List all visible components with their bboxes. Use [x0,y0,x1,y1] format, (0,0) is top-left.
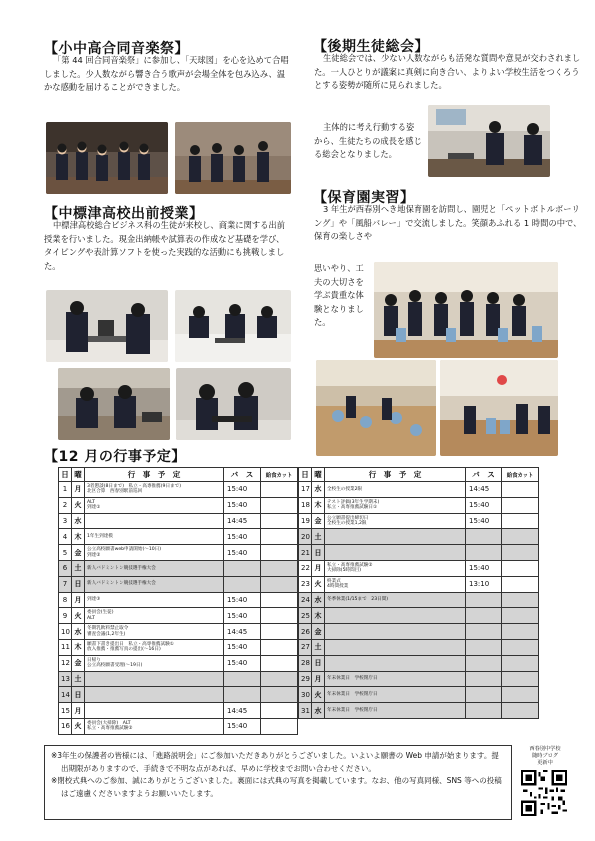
schedule-day: 19 [299,513,312,529]
schedule-lunch-cut [502,545,539,561]
schedule-events: 新人バドミントン競技選手権大会 [85,560,224,576]
qr-code-icon [521,770,567,816]
schedule-weekday: 木 [312,497,325,513]
schedule-lunch-cut [261,545,298,561]
schedule-row [59,529,298,545]
schedule-lunch-cut [261,576,298,592]
schedule-row [299,671,539,687]
header-weekday: 曜 [72,468,85,482]
qr-caption-line-2: 随時ブログ [532,753,558,759]
schedule-events: 年末休業日 学校閉庁日 [325,671,466,687]
schedule-events: 私立・高専推薦試験② 大掃除(5時間目) [325,560,466,576]
schedule-day: 30 [299,687,312,703]
schedule-day: 25 [299,608,312,624]
schedule-weekday: 火 [312,687,325,703]
schedule-bus-time: 14:45 [466,482,502,498]
schedule-bus-time [466,687,502,703]
schedule-weekday: 土 [72,560,85,576]
schedule-day: 17 [299,482,312,498]
schedule-row [59,560,298,576]
lesson-photo-4 [176,368,291,440]
schedule-weekday: 水 [312,482,325,498]
schedule-row [299,560,539,576]
schedule-events: 冬期乳飲料禁止取令 審査会議(1,2年生) [85,624,224,640]
schedule-day: 23 [299,576,312,592]
schedule-row [299,624,539,640]
schedule-day: 1 [59,482,72,498]
lesson-photo-1 [46,290,168,362]
schedule-day: 14 [59,687,72,703]
schedule-row [59,718,298,734]
schedule-bus-time [466,639,502,655]
schedule-lunch-cut [502,703,539,719]
schedule-lunch-cut [502,482,539,498]
schedule-day: 8 [59,592,72,608]
schedule-lunch-cut [502,687,539,703]
schedule-day: 10 [59,624,72,640]
schedule-day: 31 [299,703,312,719]
header-bus: バ ス [224,468,261,482]
lesson-body: 中標津高校総合ビジネス科の生徒が来校し、商業に関する出前授業を行いました。現金出納帳や試算表の作成など基礎を学び、タイピングや表計算ソフトを使った実践的な活動にも挑戦しました。 [44,220,286,271]
schedule-weekday: 火 [312,576,325,592]
schedule-header-row [59,468,298,482]
header-day: 日 [299,468,312,482]
schedule-weekday: 水 [72,624,85,640]
schedule-day: 29 [299,671,312,687]
schedule-row [299,703,539,719]
schedule-day: 6 [59,560,72,576]
schedule-lunch-cut [261,655,298,671]
schedule-events: 公立高校願書web申請開始(〜10日) 到達② [85,545,224,561]
schedule-day: 15 [59,703,72,719]
nursery-photo-play [316,360,436,456]
schedule-bus-time [466,671,502,687]
qr-caption-line-1: 西春別中学校 [529,746,561,752]
schedule-lunch-cut [261,497,298,513]
qr-caption-line-3: 更新中 [537,760,553,766]
concert-photo-right [175,122,291,194]
nursery-body-top: 3 年生が西春別へき地保育園を訪問し、園児と「ペットボトルボーリング」や「風船バレー」で交流しました。笑顔あふれる 1 時間の中で、保育の楽しさや [314,204,582,242]
schedule-row [299,608,539,624]
schedule-weekday: 日 [72,687,85,703]
schedule-day: 27 [299,639,312,655]
schedule-bus-time: 15:40 [224,545,261,561]
schedule-bus-time [466,624,502,640]
header-weekday: 曜 [312,468,325,482]
schedule-lunch-cut [261,608,298,624]
schedule-bus-time [224,671,261,687]
schedule-events [325,624,466,640]
schedule-bus-time [466,545,502,561]
qr-caption [520,746,570,767]
schedule-bus-time: 15:40 [224,529,261,545]
nursery-photo-balloon [440,360,558,456]
schedule-bus-time: 15:40 [466,513,502,529]
schedule-bus-time [224,576,261,592]
schedule-row [59,703,298,719]
schedule-weekday: 火 [72,718,85,734]
council-title: 【後期生徒総会】 [313,39,429,55]
council-body-side: 主体的に考え行動する姿から、生徒たちの成長を感じる総会となりました。 [314,122,422,160]
schedule-lunch-cut [502,608,539,624]
schedule-events: 終業式 4時間授業 [325,576,466,592]
schedule-bus-time: 15:40 [466,560,502,576]
schedule-lunch-cut [261,513,298,529]
schedule-bus-time [466,529,502,545]
schedule-weekday: 月 [72,482,85,498]
schedule-row [299,513,539,529]
schedule-title: 【12 月の行事予定】 [44,449,186,465]
schedule-events: 願書下書き提出日 私立・高専推薦試験① 放入推薦・推薦写真の提出(〜16日) [85,639,224,655]
schedule-weekday: 金 [72,545,85,561]
schedule-day: 28 [299,655,312,671]
schedule-table-right [298,467,539,719]
schedule-lunch-cut [261,639,298,655]
schedule-lunch-cut [261,624,298,640]
schedule-weekday: 金 [312,624,325,640]
schedule-row [299,639,539,655]
schedule-bus-time: 15:40 [224,497,261,513]
nursery-body-side: 思いやり、工夫の大切さを学ぶ貴重な体験となりました。 [314,263,364,328]
schedule-row [299,497,539,513]
schedule-bus-time: 15:40 [224,639,261,655]
schedule-bus-time: 13:10 [466,576,502,592]
schedule-weekday: 金 [312,513,325,529]
schedule-row [59,576,298,592]
concert-body: 「第 44 回合同音楽祭」に参加し、「天球図」を心を込めて合唱しました。少人数ながら響き合う歌声が会場全体を包み込み、温かな感動を届けることができました。 [44,55,289,93]
schedule-day: 22 [299,560,312,576]
schedule-events: 年末休業日 学校閉庁日 [325,687,466,703]
schedule-bus-time: 15:40 [224,718,261,734]
council-body-top: 生徒総会では、少ない人数ながらも活発な質問や意見が交わされました。一人ひとりが議案に真剣に向き合い、よりよい学校生活をつくろうとする姿勢が随所に見られました。 [314,53,581,91]
schedule-bus-time [466,592,502,608]
schedule-weekday: 木 [72,529,85,545]
schedule-events [325,545,466,561]
schedule-row [59,513,298,529]
schedule-lunch-cut [502,624,539,640]
schedule-events: テスト評価(3年生学期末) 私立・高専推薦試験日① [325,497,466,513]
schedule-lunch-cut [502,671,539,687]
schedule-weekday: 金 [72,655,85,671]
schedule-lunch-cut [502,655,539,671]
schedule-row [59,655,298,671]
schedule-events: 冬季休業(1/15まで 23日間) [325,592,466,608]
schedule-events: 委員会(大掃除) ALT 私立・高専推薦試験② [85,718,224,734]
schedule-bus-time [224,687,261,703]
schedule-row [59,545,298,561]
header-day: 日 [59,468,72,482]
schedule-row [299,529,539,545]
schedule-row [299,655,539,671]
schedule-bus-time [224,560,261,576]
schedule-events: 委員会(生徒) ALT [85,608,224,624]
schedule-bus-time: 15:40 [224,592,261,608]
schedule-day: 7 [59,576,72,592]
schedule-events: ALT 到達① [85,497,224,513]
schedule-weekday: 水 [312,592,325,608]
schedule-bus-time: 15:40 [224,608,261,624]
schedule-bus-time: 15:40 [224,655,261,671]
concert-title: 【小中高合同音楽祭】 [44,41,189,57]
schedule-lunch-cut [502,576,539,592]
schedule-events: 年末休業日 学校閉庁日 [325,703,466,719]
schedule-day: 13 [59,671,72,687]
schedule-lunch-cut [502,497,539,513]
schedule-weekday: 日 [312,545,325,561]
schedule-events: 公立願書提出締切日 全校生の授業1,2限 [325,513,466,529]
header-lunch: 給食カット [502,468,539,482]
schedule-row [59,497,298,513]
schedule-events [325,639,466,655]
schedule-row [59,671,298,687]
schedule-lunch-cut [502,592,539,608]
schedule-weekday: 土 [72,671,85,687]
schedule-lunch-cut [261,687,298,703]
schedule-row [299,576,539,592]
schedule-weekday: 月 [312,560,325,576]
schedule-bus-time: 14:45 [224,703,261,719]
schedule-lunch-cut [502,529,539,545]
schedule-weekday: 火 [72,608,85,624]
header-lunch: 給食カット [261,468,298,482]
schedule-weekday: 月 [72,703,85,719]
notice-box [44,745,512,820]
schedule-row [299,482,539,498]
schedule-events: 1年生到達模 [85,529,224,545]
concert-photo-left [46,122,168,194]
schedule-events: 到達③ [85,592,224,608]
schedule-row [59,687,298,703]
schedule-day: 26 [299,624,312,640]
schedule-lunch-cut [502,513,539,529]
schedule-events [325,529,466,545]
schedule-weekday: 日 [312,655,325,671]
schedule-day: 3 [59,513,72,529]
schedule-day: 12 [59,655,72,671]
schedule-day: 5 [59,545,72,561]
schedule-weekday: 月 [72,592,85,608]
schedule-bus-time: 14:45 [224,624,261,640]
schedule-bus-time: 14:45 [224,513,261,529]
schedule-events: 新人バドミントン競技選手権大会 [85,576,224,592]
schedule-weekday: 土 [312,529,325,545]
schedule-day: 11 [59,639,72,655]
schedule-table-left [58,467,298,735]
schedule-row [59,592,298,608]
schedule-weekday: 日 [72,576,85,592]
schedule-lunch-cut [502,639,539,655]
schedule-lunch-cut [261,671,298,687]
schedule-weekday: 火 [72,497,85,513]
schedule-bus-time: 15:40 [224,482,261,498]
schedule-day: 4 [59,529,72,545]
header-bus: バ ス [466,468,502,482]
notice-line-1: ※3年生の保護者の皆様には、「進路説明会」にご参加いただきありがとうございました。いよいよ願書の Web 申請が始まります。提出期限がありますので、手続きで不明な点があれば、早めに学校までお問い合わせください。 [51,751,499,773]
schedule-day: 18 [299,497,312,513]
schedule-lunch-cut [261,529,298,545]
schedule-events: 日帰り 公立高校願書受理(〜19日) [85,655,224,671]
schedule-day: 9 [59,608,72,624]
schedule-weekday: 水 [312,703,325,719]
schedule-row [59,608,298,624]
schedule-lunch-cut [502,560,539,576]
schedule-header-row [299,468,539,482]
schedule-lunch-cut [261,718,298,734]
lesson-photo-3 [58,368,170,440]
schedule-day: 24 [299,592,312,608]
schedule-weekday: 水 [72,513,85,529]
schedule-bus-time [466,703,502,719]
nursery-photo-group [374,262,558,358]
schedule-day: 21 [299,545,312,561]
schedule-day: 20 [299,529,312,545]
schedule-weekday: 木 [72,639,85,655]
schedule-weekday: 土 [312,639,325,655]
schedule-row [59,624,298,640]
schedule-events [85,671,224,687]
schedule-bus-time [466,608,502,624]
schedule-day: 2 [59,497,72,513]
schedule-row [299,545,539,561]
header-events: 行 事 予 定 [85,468,224,482]
notice-line-2: ※閉校式典へのご参加、誠にありがとうございました。裏面には式典の写真を掲載しています。なお、他の写真同様、SNS 等への投稿はご遠慮くださいますようお願いいたします。 [51,776,502,798]
schedule-bus-time: 15:40 [466,497,502,513]
schedule-row [299,687,539,703]
schedule-events [85,513,224,529]
schedule-lunch-cut [261,560,298,576]
schedule-events: 全校生の授業2限 [325,482,466,498]
schedule-row [59,482,298,498]
schedule-events [85,703,224,719]
header-events: 行 事 予 定 [325,468,466,482]
schedule-weekday: 木 [312,608,325,624]
schedule-row [299,592,539,608]
schedule-events: 3者懇談(8日まで) 私立・高専推薦(9日まで) 北区合算 西春別駅前巡回 [85,482,224,498]
schedule-events [85,687,224,703]
lesson-title: 【中標津高校出前授業】 [44,206,204,222]
schedule-weekday: 月 [312,671,325,687]
schedule-lunch-cut [261,703,298,719]
schedule-lunch-cut [261,592,298,608]
schedule-bus-time [466,655,502,671]
nursery-title: 【保育園実習】 [313,190,415,206]
schedule-lunch-cut [261,482,298,498]
schedule-row [59,639,298,655]
schedule-events [325,655,466,671]
lesson-photo-2 [175,290,291,362]
blog-qr-code[interactable] [521,770,567,816]
schedule-events [325,608,466,624]
schedule-day: 16 [59,718,72,734]
council-photo [428,105,550,177]
